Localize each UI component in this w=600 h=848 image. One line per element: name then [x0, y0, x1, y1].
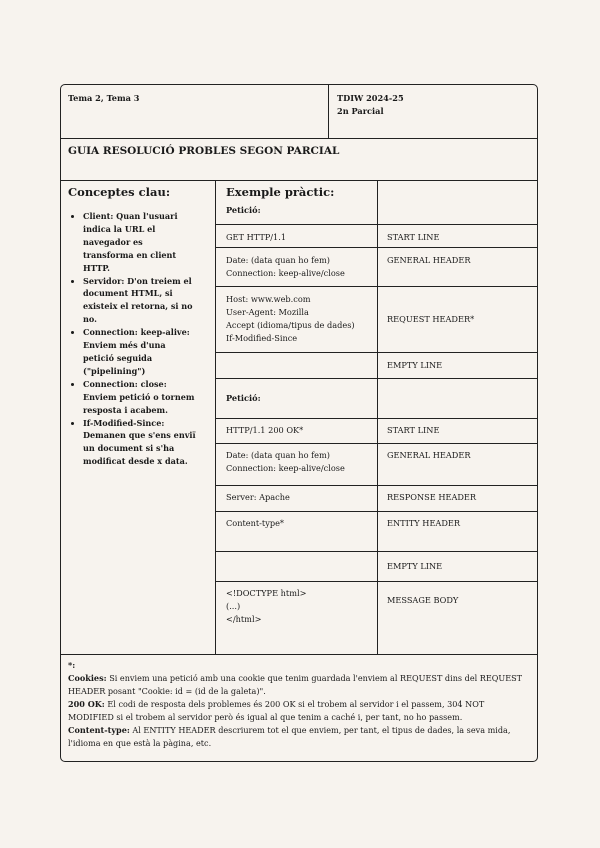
example-divider	[377, 180, 378, 654]
exam-label: 2n Parcial	[337, 106, 384, 116]
row-rule	[216, 247, 538, 248]
concept-line: Demanen que s'ens enviï	[83, 430, 196, 441]
request-label: Petició:	[226, 205, 261, 215]
request-field: Connection: keep-alive/close	[226, 268, 345, 278]
request-section-label: REQUEST HEADER*	[387, 314, 475, 324]
concept-line: Enviem petició o tornem	[83, 391, 195, 402]
concept-line: resposta i acabem.	[83, 404, 168, 415]
concept-line: Client: Quan l'usuari	[83, 211, 178, 221]
document-sheet	[60, 84, 538, 762]
request-field: GET HTTP/1.1	[226, 232, 287, 242]
concept-line: Connection: keep-alive:	[83, 327, 190, 338]
concept-line: no.	[83, 314, 97, 325]
footnote-item	[68, 698, 532, 724]
response-field: Server: Apache	[226, 492, 290, 502]
row-rule	[216, 511, 538, 512]
response-section-label: START LINE	[387, 425, 440, 435]
footnote-marker: *:	[68, 660, 76, 670]
row-rule	[216, 551, 538, 552]
request-section-label: EMPTY LINE	[387, 360, 443, 370]
concept-line: HTTP.	[83, 262, 110, 273]
concept-line: ("pipelining")	[83, 365, 146, 376]
row-rule	[216, 352, 538, 353]
concept-item	[83, 417, 211, 469]
course-label: TDIW 2024-25	[337, 93, 404, 103]
footnote-term: Content-type:	[68, 725, 130, 735]
row-rule	[216, 485, 538, 486]
concept-line: modificat desde x data.	[83, 456, 188, 467]
response-section-label: MESSAGE BODY	[387, 595, 459, 605]
footnote-list	[68, 672, 532, 750]
concept-line: document HTML, si	[83, 288, 173, 299]
response-field: Connection: keep-alive/close	[226, 463, 345, 473]
response-field: Date: (data quan ho fem)	[226, 450, 330, 460]
concept-line: If-Modified-Since:	[83, 417, 165, 428]
rule	[61, 138, 537, 139]
footnote-text: Al ENTITY HEADER descriurem tot el que enviem, per tant, el tipus de dades, la seva mida, l'idioma en que està la pàgina, etc.	[68, 725, 511, 748]
request-field: If-Modified-Since	[226, 333, 298, 343]
row-rule	[216, 581, 538, 582]
concept-line: Connection: close:	[83, 378, 167, 389]
response-field: </html>	[226, 614, 262, 624]
concept-item	[83, 326, 211, 378]
request-section-label: GENERAL HEADER	[387, 255, 471, 265]
request-section-label: START LINE	[387, 232, 440, 242]
concept-item	[83, 210, 211, 275]
concepts-heading: Conceptes clau:	[68, 185, 171, 199]
example-heading: Exemple pràctic:	[226, 185, 335, 199]
row-rule	[216, 418, 538, 419]
response-section-label: EMPTY LINE	[387, 561, 443, 571]
concept-line: transforma en client	[83, 249, 177, 260]
footnote-text: El codi de resposta dels problemes és 200 OK si el trobem al servidor i el passem, 304 NOT MODIFIED si el trobem al servidor però és igual al que tenim a caché i, per tant, no ho passem.	[68, 699, 485, 722]
request-field: Date: (data quan ho fem)	[226, 255, 330, 265]
concepts-list	[61, 210, 211, 468]
concept-item	[83, 275, 211, 327]
page-title: GUIA RESOLUCIÓ PROBLES SEGON PARCIAL	[68, 145, 340, 157]
response-field: <!DOCTYPE html>	[226, 588, 307, 598]
concepts-panel	[61, 180, 215, 654]
response-field: (...)	[226, 601, 241, 611]
concept-line: Servidor: D'on treiem el	[83, 275, 192, 286]
response-section-label: ENTITY HEADER	[387, 518, 461, 528]
row-rule	[216, 443, 538, 444]
row-rule	[216, 378, 538, 379]
footnote-term: Cookies:	[68, 673, 107, 683]
concept-line: petició seguida	[83, 352, 153, 363]
concept-line: Enviem més d'una	[83, 340, 166, 351]
response-section-label: RESPONSE HEADER	[387, 492, 477, 502]
concept-line: existeix el retorna, si no	[83, 301, 193, 312]
footnote-item	[68, 724, 532, 750]
concept-line: navegador es	[83, 236, 143, 247]
response-label: Petició:	[226, 393, 261, 403]
concept-line: un document si s'ha	[83, 443, 175, 454]
header-divider	[328, 85, 329, 138]
footnote-term: 200 OK:	[68, 699, 105, 709]
row-rule	[216, 286, 538, 287]
rule	[61, 654, 537, 655]
concept-line: indica la URL el	[83, 223, 156, 234]
example-table	[216, 180, 538, 654]
footnote-text: Si enviem una petició amb una cookie que tenim guardada l'enviem al REQUEST dins del REQUEST HEADER posant "Cookie: id = (id de la galeta)".	[68, 673, 523, 696]
request-field: User-Agent: Mozilla	[226, 307, 309, 317]
concept-item	[83, 378, 211, 417]
topics-label: Tema 2, Tema 3	[68, 93, 140, 103]
row-rule	[216, 224, 538, 225]
response-field: Content-type*	[226, 518, 285, 528]
request-field: Host: www.web.com	[226, 294, 311, 304]
footnotes	[68, 659, 532, 750]
response-field: HTTP/1.1 200 OK*	[226, 425, 304, 435]
request-field: Accept (idioma/tipus de dades)	[226, 320, 355, 330]
response-section-label: GENERAL HEADER	[387, 450, 471, 460]
footnote-item	[68, 672, 532, 698]
